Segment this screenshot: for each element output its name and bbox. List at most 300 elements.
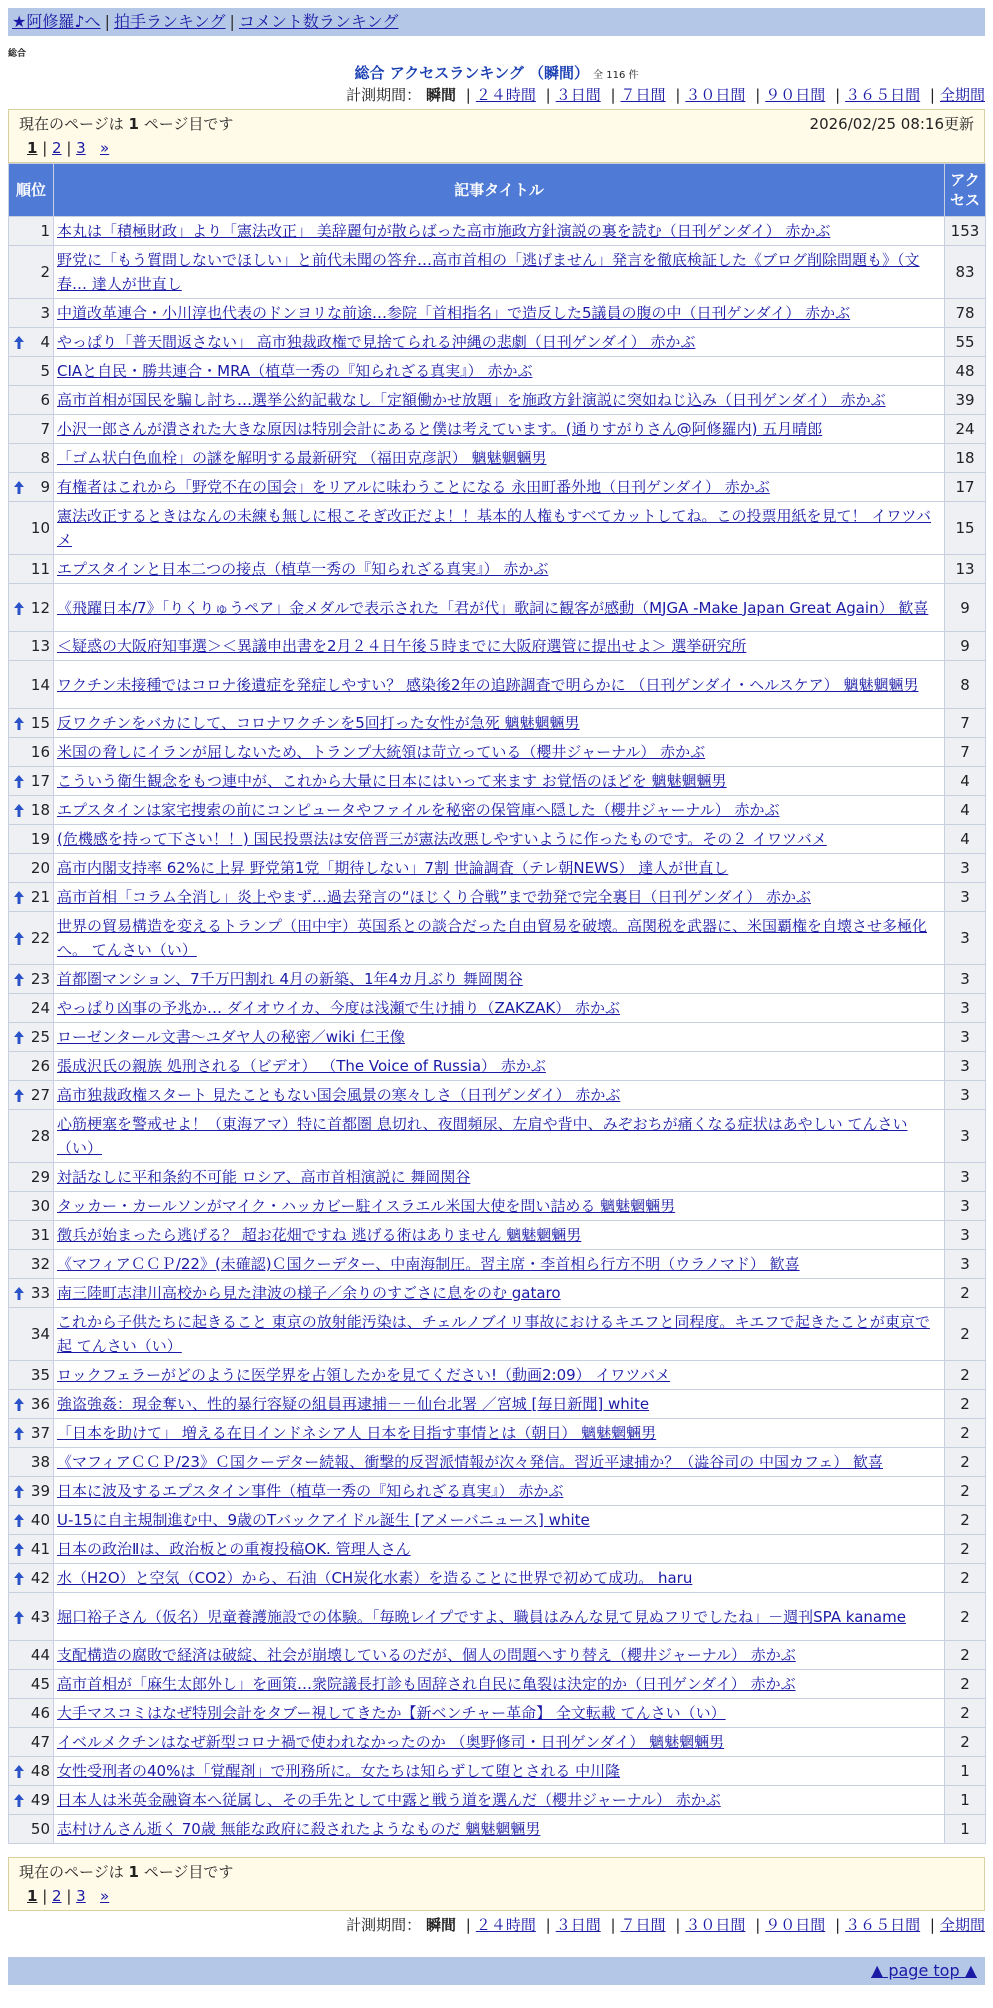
- title-cell: [54, 738, 945, 767]
- title-cell: [54, 1419, 945, 1448]
- access-count: 83: [945, 246, 986, 299]
- table-row: [9, 1192, 986, 1221]
- article-link[interactable]: 心筋梗塞を警戒せよ！（東海アマ）特に首都圏 息切れ、夜間頻尿、左肩や背中、みぞおちが痛くなる症状はあやしい てんさい（い）: [57, 1115, 908, 1157]
- article-link[interactable]: タッカー・カールソンがマイク・ハッカビー駐イスラエル米国大使を問い詰める 魑魅魍魎男: [57, 1197, 676, 1215]
- table-row: [9, 328, 986, 357]
- rank-number: 6: [40, 391, 50, 409]
- table-row: [9, 854, 986, 883]
- rank-number: 46: [30, 1704, 50, 1722]
- article-link[interactable]: 野党に「もう質問しないでほしい」と前代未聞の答弁…高市首相の「逃げません」発言を徹底検証した《ブログ削除問題も》（文春… 達人が世直し: [57, 251, 920, 293]
- title-cell: [54, 994, 945, 1023]
- table-row: [9, 415, 986, 444]
- access-count: 1: [945, 1815, 986, 1844]
- article-link[interactable]: 南三陸町志津川高校から見た津波の様子／余りのすごさに息をのむ gataro: [57, 1284, 561, 1302]
- rank-cell: [9, 883, 54, 912]
- rank-up-arrow-icon: [14, 1281, 24, 1305]
- access-count: 78: [945, 299, 986, 328]
- access-count: 3: [945, 1192, 986, 1221]
- rank-number: 48: [30, 1762, 50, 1780]
- rank-up-arrow-icon: [14, 1392, 24, 1416]
- rank-number: 45: [30, 1675, 50, 1693]
- title-header: 記事タイトル: [54, 164, 945, 217]
- rank-cell: [9, 796, 54, 825]
- period-label: 計測期間：: [346, 1916, 422, 1934]
- article-link[interactable]: 高市首相「コラム全消し」炎上やまず…過去発言の“ほじくり合戦”まで勃発で完全裏目（日刊ゲンダイ） 赤かぶ: [57, 888, 811, 906]
- title-cell: [54, 299, 945, 328]
- access-count: 7: [945, 709, 986, 738]
- table-row: [9, 965, 986, 994]
- article-link[interactable]: 日本人は米英金融資本へ従属し、その手先として中露と戦う道を選んだ（櫻井ジャーナル） 赤かぶ: [57, 1791, 721, 1809]
- rank-number: 49: [30, 1791, 50, 1809]
- applause-ranking-link[interactable]: 拍手ランキング: [113, 12, 226, 31]
- period-selector-bottom: 計測期間： 瞬間 | ２４時間 | ３日間 | ７日間 | ３０日間 | ９０日間 | ３６５日間 | 全期間: [346, 1916, 985, 1934]
- table-row: [9, 1052, 986, 1081]
- period-link-7d[interactable]: ７日間: [620, 1916, 666, 1934]
- rank-cell: [9, 246, 54, 299]
- period-link-3d[interactable]: ３日間: [555, 86, 601, 104]
- period-selector-top: 計測期間： 瞬間 | ２４時間 | ３日間 | ７日間 | ３０日間 | ９０日間 | ３６５日間 | 全期間: [346, 86, 985, 104]
- rank-cell: [9, 502, 54, 555]
- title-cell: [54, 1535, 945, 1564]
- rank-number: 21: [30, 888, 50, 906]
- article-link[interactable]: 中道改革連合・小川淳也代表のドンヨリな前途…参院「首相指名」で造反した5議員の腹の中（日刊ゲンダイ） 赤かぶ: [57, 304, 851, 322]
- article-link[interactable]: 堀口裕子さん（仮名）児童養護施設での体験。「毎晩レイプですよ、職員はみんな見て見ぬフリでしたね」－週刊SPA kaname: [57, 1607, 906, 1626]
- access-count: 2: [945, 1361, 986, 1390]
- period-link-all[interactable]: 全期間: [939, 1916, 985, 1934]
- home-link[interactable]: ★阿修羅♪へ: [12, 12, 101, 31]
- period-link-3d[interactable]: ３日間: [555, 1916, 601, 1934]
- table-row: [9, 1448, 986, 1477]
- title-cell: [54, 357, 945, 386]
- article-link[interactable]: 世界の貿易構造を変えるトランプ（田中宇）英国系との談合だった自由貿易を破壊。高関税を武器に、米国覇権を自壊させ多極化へ。 てんさい（い）: [57, 917, 928, 959]
- title-cell: [54, 709, 945, 738]
- title-cell: [54, 1052, 945, 1081]
- title-cell: [54, 328, 945, 357]
- rank-cell: [9, 912, 54, 965]
- access-count: 2: [945, 1506, 986, 1535]
- access-count: 3: [945, 912, 986, 965]
- page-title: [0, 62, 993, 87]
- article-link[interactable]: ロックフェラーがどのように医学界を占領したかを見てください!（動画2:09） イワツバメ: [57, 1366, 671, 1384]
- rank-cell: [9, 1250, 54, 1279]
- rank-number: 35: [30, 1366, 50, 1384]
- period-link-all[interactable]: 全期間: [939, 86, 985, 104]
- title-cell: [54, 767, 945, 796]
- access-count: 17: [945, 473, 986, 502]
- rank-number: 37: [30, 1424, 50, 1442]
- rank-number: 30: [30, 1197, 50, 1215]
- access-count: 2: [945, 1448, 986, 1477]
- access-count: 13: [945, 555, 986, 584]
- article-link[interactable]: 大手マスコミはなぜ特別会計をタブー視してきたか【新ベンチャー革命】 全文転載 てんさい（い）: [57, 1704, 726, 1722]
- table-row: [9, 1110, 986, 1163]
- access-count: 3: [945, 1110, 986, 1163]
- next-page-link[interactable]: »: [100, 1887, 110, 1905]
- table-row: [9, 1593, 986, 1641]
- rank-number: 4: [40, 333, 50, 351]
- rank-cell: [9, 1815, 54, 1844]
- rank-cell: [9, 1361, 54, 1390]
- period-link-24h[interactable]: ２４時間: [475, 1916, 536, 1934]
- rank-number: 8: [40, 449, 50, 467]
- rank-cell: [9, 1699, 54, 1728]
- rank-number: 11: [30, 560, 50, 578]
- rank-cell: [9, 738, 54, 767]
- table-row: [9, 1564, 986, 1593]
- table-row: [9, 1506, 986, 1535]
- rank-header: 順位: [9, 164, 54, 217]
- rank-number: 5: [40, 362, 50, 380]
- access-count: 18: [945, 444, 986, 473]
- title-cell: [54, 1192, 945, 1221]
- rank-cell: [9, 1308, 54, 1361]
- rank-cell: [9, 1279, 54, 1308]
- article-link[interactable]: 高市独裁政権スタート 見たこともない国会風景の寒々しさ（日刊ゲンダイ） 赤かぶ: [57, 1086, 621, 1104]
- access-count: 3: [945, 1221, 986, 1250]
- article-link[interactable]: 水（H2O）と空気（CO2）から、石油（CH炭化水素）を造ることに世界で初めて成功。 haru: [57, 1569, 693, 1587]
- rank-up-arrow-icon: [14, 1508, 24, 1532]
- rank-number: 42: [30, 1569, 50, 1587]
- rank-up-arrow-icon: [14, 475, 24, 499]
- article-link[interactable]: 高市首相が国民を騙し討ち…選挙公約記載なし「定額働かせ放題」を施政方針演説に突如ねじ込み（日刊ゲンダイ） 赤かぶ: [57, 391, 886, 409]
- rank-number: 29: [30, 1168, 50, 1186]
- article-link[interactable]: 高市首相が「麻生太郎外し」を画策…衆院議長打診も固辞され自民に亀裂は決定的か（日刊ゲンダイ） 赤かぶ: [57, 1675, 796, 1693]
- title-cell: [54, 1593, 945, 1641]
- article-link[interactable]: 《飛躍日本/7》「りくりゅうペア」金メダルで表示された「君が代」歌詞に観客が感動（MJGA -Make Japan Great Again） 歓喜: [57, 598, 929, 617]
- next-page-link[interactable]: »: [100, 139, 110, 157]
- article-link[interactable]: 《マフィアＣＣＰ/22》(未確認)Ｃ国クーデター、中南海制圧。習主席・李首相ら行方不明（ウラノマド） 歓喜: [57, 1255, 800, 1273]
- rank-number: 1: [40, 222, 50, 240]
- period-link-365d[interactable]: ３６５日間: [845, 1916, 921, 1934]
- article-link[interactable]: 小沢一郎さんが潰された大きな原因は特別会計にあると僕は考えています。(通りすがりさん@阿修羅内) 五月晴郎: [57, 420, 823, 438]
- rank-up-arrow-icon: [14, 885, 24, 909]
- rank-number: 44: [30, 1646, 50, 1664]
- title-cell: [54, 632, 945, 661]
- page-link-3[interactable]: 3: [76, 139, 86, 157]
- article-link[interactable]: 反ワクチンをバカにして、コロナワクチンを5回打った女性が急死 魑魅魍魎男: [57, 714, 580, 732]
- rank-up-arrow-icon: [14, 1788, 24, 1812]
- access-count: 24: [945, 415, 986, 444]
- table-row: [9, 1728, 986, 1757]
- article-link[interactable]: 《マフィアＣＣＰ/23》Ｃ国クーデター続報、衝撃的反習派情報が次々発信。習近平逮捕か？（澁谷司の 中国カフェ） 歓喜: [57, 1453, 883, 1471]
- article-link[interactable]: 張成沢氏の親族 処刑される（ビデオ） （The Voice of Russia） 赤かぶ: [57, 1057, 546, 1075]
- title-cell: [54, 584, 945, 632]
- rank-cell: [9, 357, 54, 386]
- rank-cell: [9, 1023, 54, 1052]
- access-count: 1: [945, 1757, 986, 1786]
- article-link[interactable]: エプスタインは家宅捜索の前にコンピュータやファイルを秘密の保管庫へ隠した（櫻井ジャーナル） 赤かぶ: [57, 801, 780, 819]
- rank-number: 19: [30, 830, 50, 848]
- rank-cell: [9, 1052, 54, 1081]
- title-cell: [54, 1757, 945, 1786]
- updated-timestamp: 2026/02/25 08:16更新: [809, 115, 974, 133]
- table-row: [9, 1279, 986, 1308]
- table-row: [9, 994, 986, 1023]
- article-link[interactable]: イベルメクチンはなぜ新型コロナ禍で使われなかったのか （奥野修司・日刊ゲンダイ） 魑魅魍魎男: [57, 1733, 725, 1751]
- title-cell: [54, 415, 945, 444]
- article-link[interactable]: 本丸は「積極財政」より「憲法改正」 美辞麗句が散らばった高市施政方針演説の裏を読む（日刊ゲンダイ） 赤かぶ: [57, 222, 831, 240]
- title-cell: [54, 1110, 945, 1163]
- article-link[interactable]: エプスタインと日本二つの接点（植草一秀の『知られざる真実』） 赤かぶ: [57, 560, 549, 578]
- rank-number: 28: [30, 1127, 50, 1145]
- rank-cell: [9, 217, 54, 246]
- rank-number: 26: [30, 1057, 50, 1075]
- article-link[interactable]: 強盗強姦：現金奪い、性的暴行容疑の組員再逮捕－－仙台北署 ／宮城 [毎日新聞] white: [57, 1395, 650, 1413]
- rank-number: 27: [30, 1086, 50, 1104]
- rank-number: 36: [30, 1395, 50, 1413]
- current-page-suffix: ページ目です: [143, 115, 234, 133]
- article-link[interactable]: (危機感を持って下さい！！) 国民投票法は安倍晋三が憲法改悪しやすいように作ったものです。その２ イワツバメ: [57, 830, 827, 848]
- pager-top: 現在のページは 1 ページ目です 2026/02/25 08:16更新 1 | 2 | 3 »: [8, 109, 985, 163]
- rank-number: 24: [30, 999, 50, 1017]
- rank-number: 33: [30, 1284, 50, 1302]
- title-cell: [54, 217, 945, 246]
- rank-number: 3: [40, 304, 50, 322]
- title-cell: [54, 1728, 945, 1757]
- access-count: 7: [945, 738, 986, 767]
- rank-up-arrow-icon: [14, 596, 24, 620]
- current-page-number: 1: [128, 115, 139, 133]
- table-row: [9, 1250, 986, 1279]
- rank-number: 25: [30, 1028, 50, 1046]
- rank-cell: [9, 1535, 54, 1564]
- period-link-30d[interactable]: ３０日間: [685, 86, 746, 104]
- total-count: 全 116 件: [593, 70, 639, 81]
- title-cell: [54, 661, 945, 709]
- table-row: [9, 661, 986, 709]
- title-cell: [54, 1308, 945, 1361]
- access-count: 4: [945, 825, 986, 854]
- title-cell: [54, 1279, 945, 1308]
- table-row: [9, 444, 986, 473]
- rank-number: 41: [30, 1540, 50, 1558]
- page-link-2[interactable]: 2: [52, 139, 62, 157]
- rank-cell: [9, 299, 54, 328]
- rank-cell: [9, 1786, 54, 1815]
- rank-number: 14: [30, 675, 50, 694]
- article-link[interactable]: これから子供たちに起きること 東京の放射能汚染は、チェルノブイリ事故におけるキエフと同程度。キエフで起きたことが東京で起 てんさい（い）: [57, 1313, 930, 1355]
- rank-number: 12: [30, 598, 50, 617]
- article-link[interactable]: 志村けんさん逝く 70歳 無能な政府に殺されたようなものだ 魑魅魍魎男: [57, 1820, 541, 1838]
- table-row: [9, 1815, 986, 1844]
- rank-number: 2: [40, 263, 50, 281]
- access-count: 2: [945, 1477, 986, 1506]
- access-count: 55: [945, 328, 986, 357]
- ranking-table: [8, 163, 986, 1844]
- rank-up-arrow-icon: [14, 1566, 24, 1590]
- title-cell: [54, 502, 945, 555]
- article-link[interactable]: 「日本を助けて」 増える在日インドネシア人 日本を目指す事情とは（朝日） 魑魅魍魎男: [57, 1424, 657, 1442]
- access-count: 2: [945, 1641, 986, 1670]
- title-cell: [54, 854, 945, 883]
- article-link[interactable]: 徴兵が始まったら逃げる？ 超お花畑ですね 逃げる術はありません 魑魅魍魎男: [57, 1226, 582, 1244]
- rank-cell: [9, 1419, 54, 1448]
- rank-up-arrow-icon: [14, 1759, 24, 1783]
- access-count: 1: [945, 1786, 986, 1815]
- title-cell: [54, 1163, 945, 1192]
- access-count: 3: [945, 965, 986, 994]
- breadcrumb: 総合: [8, 49, 27, 59]
- period-link-90d[interactable]: ９０日間: [765, 1916, 826, 1934]
- access-header: アクセス: [945, 164, 986, 217]
- current-page-prefix: 現在のページは: [19, 115, 124, 133]
- rank-up-arrow-icon: [14, 711, 24, 735]
- nav-separator: |: [229, 12, 235, 31]
- rank-cell: [9, 854, 54, 883]
- access-count: 9: [945, 632, 986, 661]
- title-cell: [54, 555, 945, 584]
- page-link-current: 1: [27, 1887, 38, 1905]
- title-cell: [54, 825, 945, 854]
- table-row: [9, 1477, 986, 1506]
- rank-number: 32: [30, 1255, 50, 1273]
- table-row: [9, 555, 986, 584]
- rank-up-arrow-icon: [14, 1421, 24, 1445]
- rank-cell: [9, 555, 54, 584]
- article-link[interactable]: 「ゴム状白色血栓」の謎を解明する最新研究 （福田克彦訳） 魑魅魍魎男: [57, 449, 547, 467]
- table-row: [9, 796, 986, 825]
- period-current: 瞬間: [425, 86, 456, 104]
- rank-cell: [9, 386, 54, 415]
- article-link[interactable]: U-15に自主規制進む中、9歳のTバックアイドル誕生 [アメーバニュース] white: [57, 1511, 590, 1529]
- title-cell: [54, 1361, 945, 1390]
- rank-cell: [9, 1221, 54, 1250]
- article-link[interactable]: CIAと自民・勝共連合・MRA（植草一秀の『知られざる真実』） 赤かぶ: [57, 362, 533, 380]
- table-row: [9, 1390, 986, 1419]
- access-count: 3: [945, 1163, 986, 1192]
- article-link[interactable]: ＜疑惑の大阪府知事選＞＜異議申出書を2月２４日午後５時までに大阪府選管に提出せよ＞ 選挙研究所: [57, 637, 747, 655]
- period-link-7d[interactable]: ７日間: [620, 86, 666, 104]
- title-cell: [54, 1699, 945, 1728]
- article-link[interactable]: 日本に波及するエプスタイン事件（植草一秀の『知られざる真実』） 赤かぶ: [57, 1482, 564, 1500]
- table-row: [9, 584, 986, 632]
- access-count: 3: [945, 854, 986, 883]
- rank-cell: [9, 1506, 54, 1535]
- article-link[interactable]: 女性受刑者の40%は「覚醒剤」で刑務所に。女たちは知らずして堕とされる 中川隆: [57, 1762, 621, 1780]
- article-link[interactable]: 日本の政治Ⅱは、政治板との重複投稿OK. 管理人さん: [57, 1540, 411, 1558]
- article-link[interactable]: 米国の脅しにイランが屈しないため、トランプ大統領は苛立っている（櫻井ジャーナル） 赤かぶ: [57, 743, 706, 761]
- rank-number: 13: [30, 637, 50, 655]
- current-page-number: 1: [128, 1863, 139, 1881]
- table-row: [9, 709, 986, 738]
- title-cell: [54, 1448, 945, 1477]
- comment-ranking-link[interactable]: コメント数ランキング: [238, 12, 399, 31]
- bottom-bar: [8, 1957, 985, 1985]
- table-row: [9, 502, 986, 555]
- article-link[interactable]: こういう衛生観念をもつ連中が、これから大量に日本にはいって来ます お覚悟のほどを 魑魅魍魎男: [57, 772, 727, 790]
- rank-number: 43: [30, 1607, 50, 1626]
- title-cell: [54, 1221, 945, 1250]
- access-count: 39: [945, 386, 986, 415]
- table-row: [9, 299, 986, 328]
- table-row: [9, 473, 986, 502]
- rank-cell: [9, 415, 54, 444]
- page-top-link[interactable]: ▲ page top ▲: [870, 1961, 977, 1980]
- rank-up-arrow-icon: [14, 926, 24, 950]
- period-link-365d[interactable]: ３６５日間: [845, 86, 921, 104]
- rank-number: 10: [30, 519, 50, 537]
- pager-bottom: 現在のページは 1 ページ目です 1 | 2 | 3 »: [8, 1857, 985, 1911]
- rank-number: 7: [40, 420, 50, 438]
- table-row: [9, 767, 986, 796]
- article-link[interactable]: ワクチン未接種ではコロナ後遺症を発症しやすい？ 感染後2年の追跡調査で明らかに （日刊ゲンダイ・ヘルスケア） 魑魅魍魎男: [57, 675, 919, 694]
- title-cell: [54, 1815, 945, 1844]
- page-link-2[interactable]: 2: [52, 1887, 62, 1905]
- rank-number: 23: [30, 970, 50, 988]
- title-cell: [54, 1564, 945, 1593]
- table-row: [9, 357, 986, 386]
- rank-cell: [9, 632, 54, 661]
- title-cell: [54, 912, 945, 965]
- table-row: [9, 1535, 986, 1564]
- current-page-prefix: 現在のページは: [19, 1863, 124, 1881]
- page-link-3[interactable]: 3: [76, 1887, 86, 1905]
- title-cell: [54, 1390, 945, 1419]
- article-link[interactable]: 有権者はこれから「野党不在の国会」をリアルに味わうことになる 永田町番外地（日刊ゲンダイ） 赤かぶ: [57, 478, 770, 496]
- article-link[interactable]: 高市内閣支持率 62%に上昇 野党第1党「期待しない」7割 世論調査（テレ朝NEWS） 達人が世直し: [57, 859, 729, 877]
- table-row: [9, 1221, 986, 1250]
- rank-up-arrow-icon: [14, 1537, 24, 1561]
- access-count: 2: [945, 1670, 986, 1699]
- period-link-24h[interactable]: ２４時間: [475, 86, 536, 104]
- rank-number: 20: [30, 859, 50, 877]
- title-cell: [54, 883, 945, 912]
- access-count: 2: [945, 1728, 986, 1757]
- table-row: [9, 246, 986, 299]
- access-count: 9: [945, 584, 986, 632]
- table-row: [9, 1081, 986, 1110]
- rank-up-arrow-icon: [14, 798, 24, 822]
- table-row: [9, 883, 986, 912]
- article-link[interactable]: 憲法改正するときはなんの未練も無しに根こそぎ改正だよ！！基本的人権もすべてカットしてね。この投票用紙を見て！ イワツバメ: [57, 507, 932, 549]
- rank-cell: [9, 473, 54, 502]
- current-page-suffix: ページ目です: [143, 1863, 234, 1881]
- article-link[interactable]: 支配構造の腐敗で経済は破綻、社会が崩壊しているのだが、個人の問題へすり替え（櫻井ジャーナル） 赤かぶ: [57, 1646, 796, 1664]
- title-cell: [54, 473, 945, 502]
- access-count: 3: [945, 1052, 986, 1081]
- rank-cell: [9, 965, 54, 994]
- article-link[interactable]: やっぱり凶事の予兆か… ダイオウイカ、今度は浅瀬で生け捕り（ZAKZAK） 赤かぶ: [57, 999, 621, 1017]
- article-link[interactable]: 首都圏マンション、7千万円割れ 4月の新築、1年4カ月ぶり 舞岡関谷: [57, 970, 523, 988]
- table-row: [9, 386, 986, 415]
- access-count: 3: [945, 1250, 986, 1279]
- rank-number: 17: [30, 772, 50, 790]
- rank-cell: [9, 1641, 54, 1670]
- rank-cell: [9, 1163, 54, 1192]
- top-nav-bar: [8, 8, 985, 36]
- rank-up-arrow-icon: [14, 1025, 24, 1049]
- title-cell: [54, 1670, 945, 1699]
- access-count: 2: [945, 1535, 986, 1564]
- nav-separator: |: [104, 12, 110, 31]
- rank-cell: [9, 1477, 54, 1506]
- rank-cell: [9, 444, 54, 473]
- article-link[interactable]: やっぱり「普天間返さない」 高市独裁政権で見捨てられる沖縄の悲劇（日刊ゲンダイ） 赤かぶ: [57, 333, 696, 351]
- title-cell: [54, 386, 945, 415]
- rank-cell: [9, 825, 54, 854]
- period-link-30d[interactable]: ３０日間: [685, 1916, 746, 1934]
- period-link-90d[interactable]: ９０日間: [765, 86, 826, 104]
- access-count: 2: [945, 1308, 986, 1361]
- rank-cell: [9, 1081, 54, 1110]
- title-cell: [54, 1506, 945, 1535]
- access-count: 2: [945, 1699, 986, 1728]
- rank-cell: [9, 994, 54, 1023]
- table-row: [9, 1163, 986, 1192]
- rank-cell: [9, 1110, 54, 1163]
- article-link[interactable]: 対話なしに平和条約不可能 ロシア、高市首相演説に 舞岡関谷: [57, 1168, 471, 1186]
- article-link[interactable]: ローゼンタール文書〜ユダヤ人の秘密／wiki 仁王像: [57, 1028, 405, 1046]
